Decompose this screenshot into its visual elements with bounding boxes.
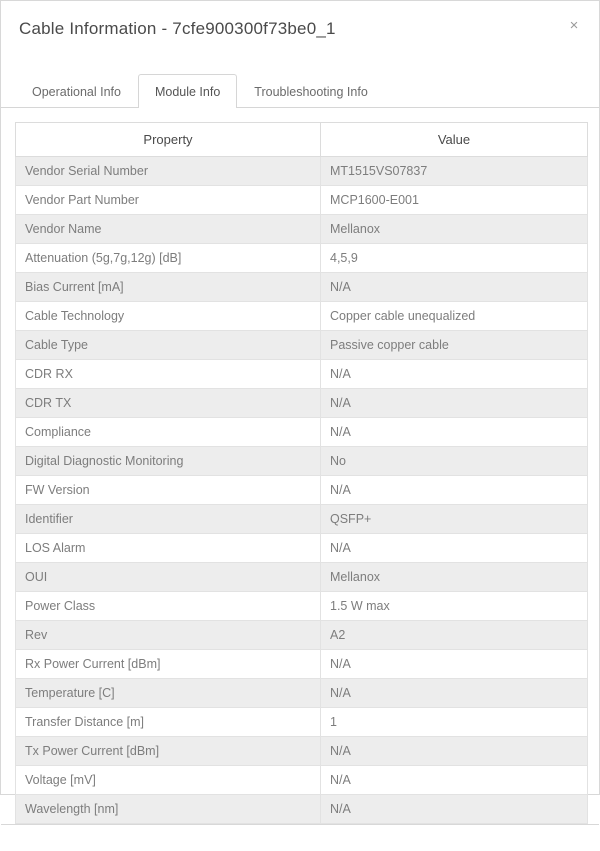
cell-value: Copper cable unequalized: [321, 302, 588, 331]
table-row: [16, 737, 588, 766]
cell-property: Voltage [mV]: [16, 766, 321, 795]
column-header-property[interactable]: Property: [16, 123, 321, 157]
cell-property: Identifier: [16, 505, 321, 534]
cell-property: Vendor Part Number: [16, 186, 321, 215]
table-row: [16, 679, 588, 708]
cell-property: LOS Alarm: [16, 534, 321, 563]
cell-value: N/A: [321, 418, 588, 447]
table-row: [16, 795, 588, 824]
cell-value: QSFP+: [321, 505, 588, 534]
cell-value: 1.5 W max: [321, 592, 588, 621]
cell-property: Wavelength [nm]: [16, 795, 321, 824]
tab-troubleshooting-info[interactable]: [237, 74, 385, 108]
cell-value: N/A: [321, 766, 588, 795]
table-row: [16, 592, 588, 621]
table-row: [16, 476, 588, 505]
cell-property: CDR RX: [16, 360, 321, 389]
cell-value: A2: [321, 621, 588, 650]
cell-value: N/A: [321, 389, 588, 418]
tab-module-info[interactable]: [138, 74, 237, 108]
tab-operational-info[interactable]: [15, 74, 138, 108]
cell-value: Passive copper cable: [321, 331, 588, 360]
cell-value: N/A: [321, 534, 588, 563]
cell-value: N/A: [321, 650, 588, 679]
column-header-value[interactable]: Value: [321, 123, 588, 157]
cell-property: Rx Power Current [dBm]: [16, 650, 321, 679]
cell-property: Power Class: [16, 592, 321, 621]
table-row: [16, 766, 588, 795]
cell-property: Digital Diagnostic Monitoring: [16, 447, 321, 476]
cell-property: Compliance: [16, 418, 321, 447]
close-icon[interactable]: ×: [569, 17, 579, 34]
table-row: [16, 273, 588, 302]
table-header-row: [16, 123, 588, 157]
cell-value: N/A: [321, 273, 588, 302]
table-row: [16, 505, 588, 534]
table-row: [16, 331, 588, 360]
table-row: [16, 389, 588, 418]
table-row: [16, 418, 588, 447]
table-row: [16, 534, 588, 563]
cell-value: Mellanox: [321, 215, 588, 244]
module-info-table: [15, 122, 588, 824]
table-row: [16, 447, 588, 476]
tab-bar: [1, 71, 599, 108]
tab-troubleshooting-info-label: Troubleshooting Info: [254, 85, 368, 99]
cell-property: Cable Technology: [16, 302, 321, 331]
table-body: [16, 157, 588, 824]
table-row: [16, 302, 588, 331]
cell-property: Bias Current [mA]: [16, 273, 321, 302]
cell-property: Temperature [C]: [16, 679, 321, 708]
table-row: [16, 186, 588, 215]
dialog-header: [1, 1, 599, 57]
cell-value: N/A: [321, 795, 588, 824]
table-row: [16, 650, 588, 679]
table-row: [16, 563, 588, 592]
cell-property: OUI: [16, 563, 321, 592]
page-title: Cable Information - 7cfe900300f73be0_1: [19, 19, 336, 38]
cell-value: Mellanox: [321, 563, 588, 592]
cell-property: Attenuation (5g,7g,12g) [dB]: [16, 244, 321, 273]
module-info-table-container: [1, 108, 599, 824]
table-row: [16, 708, 588, 737]
cell-value: 4,5,9: [321, 244, 588, 273]
table-row: [16, 157, 588, 186]
table-row: [16, 360, 588, 389]
cell-property: Vendor Serial Number: [16, 157, 321, 186]
cell-property: FW Version: [16, 476, 321, 505]
dialog-footer: [1, 824, 599, 851]
cell-value: N/A: [321, 679, 588, 708]
cell-property: CDR TX: [16, 389, 321, 418]
table-row: [16, 244, 588, 273]
cell-value: MT1515VS07837: [321, 157, 588, 186]
cell-value: 1: [321, 708, 588, 737]
cell-property: Vendor Name: [16, 215, 321, 244]
tab-operational-info-label: Operational Info: [32, 85, 121, 99]
cell-property: Tx Power Current [dBm]: [16, 737, 321, 766]
cell-value: No: [321, 447, 588, 476]
cell-property: Transfer Distance [m]: [16, 708, 321, 737]
cell-value: N/A: [321, 360, 588, 389]
cell-property: Rev: [16, 621, 321, 650]
table-row: [16, 621, 588, 650]
table-row: [16, 215, 588, 244]
cell-value: N/A: [321, 737, 588, 766]
cell-value: N/A: [321, 476, 588, 505]
cell-property: Cable Type: [16, 331, 321, 360]
tab-module-info-label: Module Info: [154, 85, 221, 99]
cell-value: MCP1600-E001: [321, 186, 588, 215]
